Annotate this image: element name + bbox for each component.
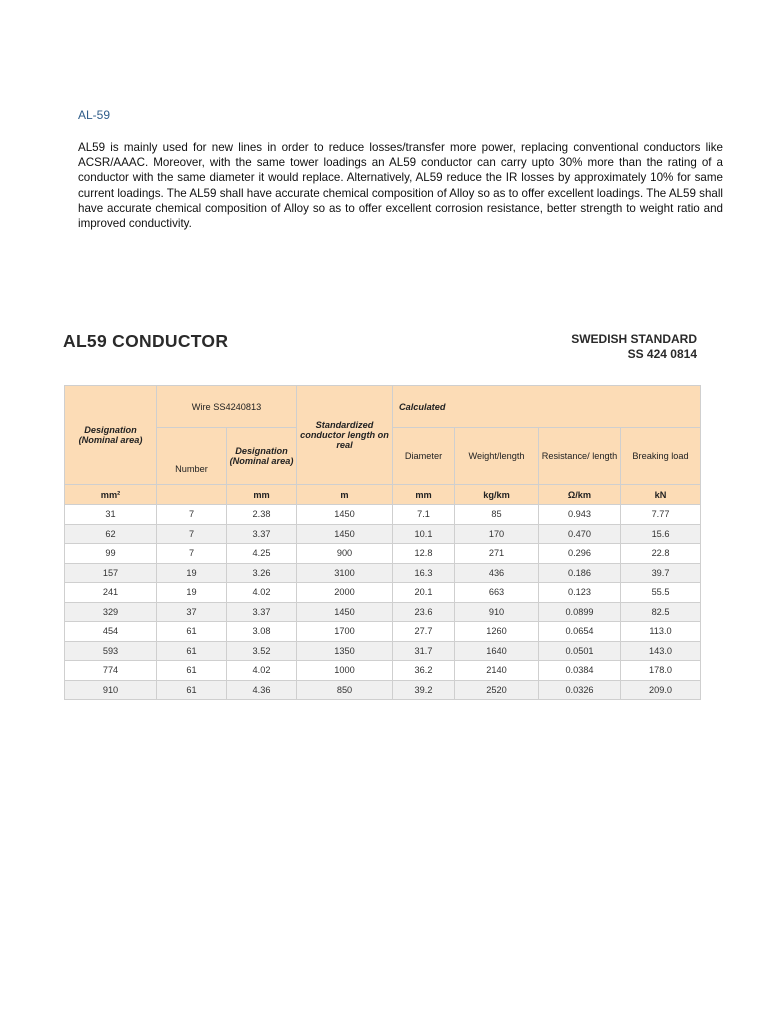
header-diameter: Diameter [393,428,455,485]
unit-cell: mm [227,485,297,505]
section-heading: AL-59 [78,108,111,122]
header-weight: Weight/length [455,428,539,485]
table-cell: 0.186 [539,563,621,583]
table-row [65,583,701,603]
table-cell: 271 [455,544,539,564]
table-cell: 3.37 [227,524,297,544]
table-cell: 62 [65,524,157,544]
table-cell: 2520 [455,680,539,700]
table-cell: 1450 [297,524,393,544]
unit-cell: kg/km [455,485,539,505]
table-cell: 2000 [297,583,393,603]
table-cell: 27.7 [393,622,455,642]
table-cell: 85 [455,505,539,525]
table-cell: 143.0 [621,641,701,661]
header-wire-designation: Designation (Nominal area) [227,428,297,485]
table-cell: 436 [455,563,539,583]
table-cell: 209.0 [621,680,701,700]
table-cell: 61 [157,641,227,661]
table-cell: 82.5 [621,602,701,622]
unit-cell [157,485,227,505]
table-cell: 1000 [297,661,393,681]
table-cell: 1350 [297,641,393,661]
table-cell: 23.6 [393,602,455,622]
table-row [65,563,701,583]
table-row [65,641,701,661]
table-cell: 7 [157,505,227,525]
table-cell: 99 [65,544,157,564]
table-cell: 3.26 [227,563,297,583]
conductor-table [64,385,701,700]
table-cell: 7.1 [393,505,455,525]
table-cell: 7 [157,524,227,544]
table-cell: 22.8 [621,544,701,564]
table-row [65,661,701,681]
table-cell: 900 [297,544,393,564]
table-cell: 4.02 [227,661,297,681]
table-cell: 4.36 [227,680,297,700]
table-cell: 7 [157,544,227,564]
unit-cell: mm [393,485,455,505]
standard-label [571,332,697,362]
table-cell: 31.7 [393,641,455,661]
table-cell: 170 [455,524,539,544]
header-number: Number [157,428,227,485]
table-cell: 2.38 [227,505,297,525]
conductor-table-wrapper [64,385,700,700]
table-cell: 910 [65,680,157,700]
table-cell: 16.3 [393,563,455,583]
table-cell: 39.2 [393,680,455,700]
table-cell: 178.0 [621,661,701,681]
table-cell: 31 [65,505,157,525]
header-calculated: Calculated [393,386,701,428]
table-cell: 55.5 [621,583,701,603]
table-row [65,622,701,642]
table-cell: 1450 [297,505,393,525]
table-cell: 593 [65,641,157,661]
header-designation: Designation (Nominal area) [65,386,157,485]
table-cell: 241 [65,583,157,603]
table-cell: 4.25 [227,544,297,564]
header-standardized-length: Standardized conductor length on real [297,386,393,485]
figure-title: AL59 CONDUCTOR [63,331,229,351]
table-cell: 850 [297,680,393,700]
table-row [65,505,701,525]
table-cell: 19 [157,583,227,603]
standard-line-2: SS 424 0814 [627,347,697,361]
units-row [65,485,701,505]
table-cell: 61 [157,661,227,681]
table-cell: 113.0 [621,622,701,642]
table-cell: 61 [157,622,227,642]
table-cell: 4.02 [227,583,297,603]
table-cell: 37 [157,602,227,622]
table-cell: 910 [455,602,539,622]
table-cell: 329 [65,602,157,622]
table-cell: 3.37 [227,602,297,622]
table-cell: 10.1 [393,524,455,544]
table-cell: 19 [157,563,227,583]
table-cell: 1450 [297,602,393,622]
table-cell: 157 [65,563,157,583]
table-cell: 3100 [297,563,393,583]
table-cell: 0.0899 [539,602,621,622]
unit-cell: kN [621,485,701,505]
table-cell: 663 [455,583,539,603]
table-row [65,680,701,700]
table-cell: 0.0326 [539,680,621,700]
table-cell: 36.2 [393,661,455,681]
table-cell: 61 [157,680,227,700]
table-cell: 20.1 [393,583,455,603]
table-cell: 1260 [455,622,539,642]
standard-line-1: SWEDISH STANDARD [571,332,697,346]
table-cell: 15.6 [621,524,701,544]
table-cell: 2140 [455,661,539,681]
unit-cell: mm² [65,485,157,505]
table-cell: 39.7 [621,563,701,583]
table-cell: 774 [65,661,157,681]
table-row [65,602,701,622]
table-cell: 0.943 [539,505,621,525]
table-cell: 0.0384 [539,661,621,681]
table-cell: 7.77 [621,505,701,525]
table-cell: 1700 [297,622,393,642]
table-cell: 0.470 [539,524,621,544]
table-row [65,544,701,564]
table-cell: 3.52 [227,641,297,661]
header-resistance: Resistance/ length [539,428,621,485]
table-cell: 0.0501 [539,641,621,661]
unit-cell: m [297,485,393,505]
unit-cell: Ω/km [539,485,621,505]
table-cell: 0.123 [539,583,621,603]
table-cell: 0.0654 [539,622,621,642]
table-cell: 3.08 [227,622,297,642]
intro-paragraph: AL59 is mainly used for new lines in order to reduce losses/transfer more power, replacing conventional conductors like ACSR/AAAC. Moreover, with the same tower loadings an AL59 conductor can carry upto 30% more than the rating of a conductor with the same diameter it would replace. Alternatively, AL59 reduce the IR losses by approximately 10% for same current loadings. The AL59 shall have accurate chemical composition of Alloy so as to offer excellent loadings. The AL59 shall have accurate chemical composition of Alloy so as to offer excellent corrosion resistance, better strength to weight ratio and improved conductivity. [78,141,723,231]
table-cell: 454 [65,622,157,642]
table-cell: 12.8 [393,544,455,564]
table-cell: 1640 [455,641,539,661]
table-row [65,524,701,544]
header-wire: Wire SS4240813 [157,386,297,428]
header-breaking-load: Breaking load [621,428,701,485]
table-cell: 0.296 [539,544,621,564]
